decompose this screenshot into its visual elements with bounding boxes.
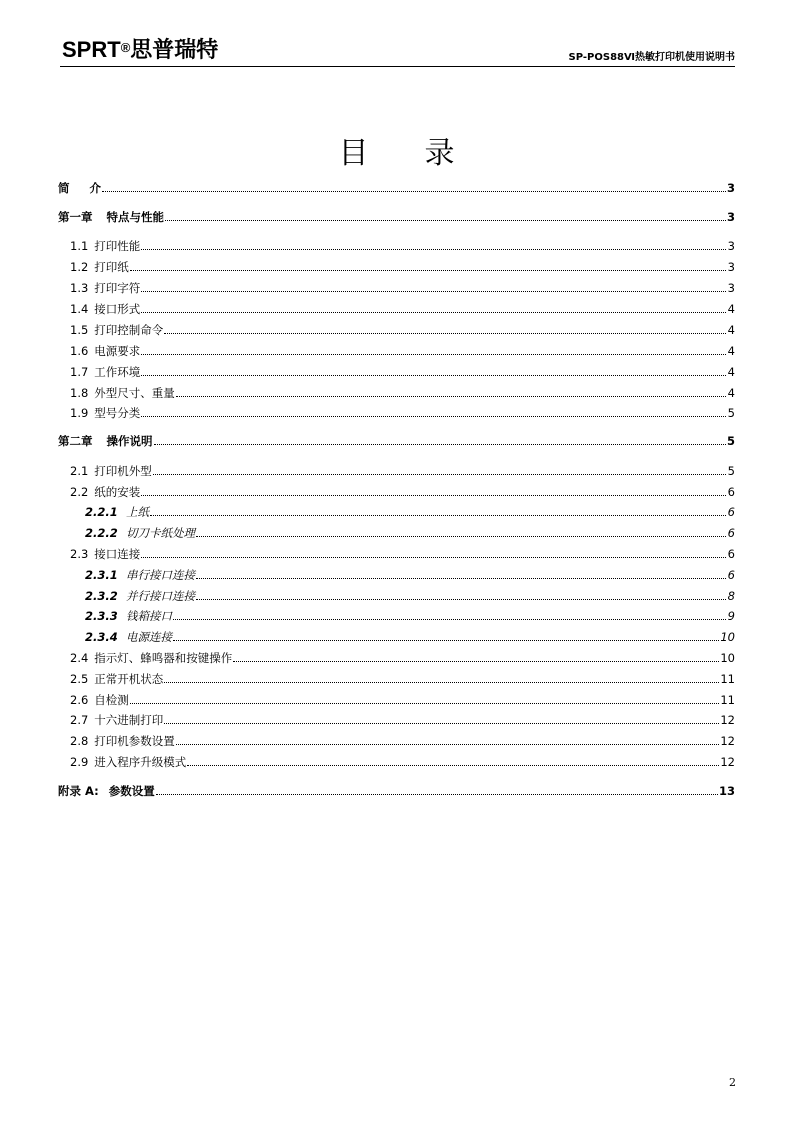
toc-leader-dots bbox=[141, 375, 726, 376]
toc-entry[interactable] bbox=[58, 257, 735, 275]
page-header bbox=[60, 36, 735, 67]
toc-entry-number: 2.4 bbox=[70, 651, 89, 665]
toc-entry-number: 1.9 bbox=[70, 406, 89, 420]
toc-entry[interactable] bbox=[58, 341, 735, 359]
toc-entry-number: 1.2 bbox=[70, 260, 89, 274]
toc-entry-title: 纸的安装 bbox=[94, 485, 141, 499]
toc-entry[interactable] bbox=[58, 207, 735, 225]
toc-entry-page: 5 bbox=[726, 434, 735, 448]
toc-leader-dots bbox=[141, 557, 726, 558]
toc-entry[interactable] bbox=[58, 669, 735, 687]
toc-leader-dots bbox=[102, 191, 726, 192]
toc-entry-page: 11 bbox=[720, 693, 735, 707]
toc-entry-title: 打印纸 bbox=[94, 260, 129, 274]
toc-entry-page: 3 bbox=[727, 281, 735, 295]
toc-entry-title: 打印机参数设置 bbox=[94, 734, 175, 748]
toc-entry-number: 2.2.2 bbox=[85, 526, 118, 540]
toc-leader-dots bbox=[141, 354, 726, 355]
toc-leader-dots bbox=[164, 682, 719, 683]
toc-entry-page: 13 bbox=[718, 784, 735, 798]
toc-entry-page: 10 bbox=[720, 630, 735, 644]
toc-leader-dots bbox=[153, 474, 726, 475]
toc-entry[interactable] bbox=[58, 236, 735, 254]
toc-entry-title: 上纸 bbox=[126, 505, 149, 519]
brand-logo bbox=[62, 36, 218, 64]
toc-entry-number: 简 bbox=[58, 181, 70, 195]
toc-entry-page: 5 bbox=[727, 406, 735, 420]
toc-entry[interactable] bbox=[58, 362, 735, 380]
toc-entry-page: 12 bbox=[720, 734, 735, 748]
toc-entry-number: 2.2 bbox=[70, 485, 89, 499]
toc-entry[interactable] bbox=[58, 544, 735, 562]
toc-entry-number: 2.8 bbox=[70, 734, 89, 748]
toc-entry-page: 6 bbox=[727, 505, 735, 519]
toc-entry-number: 第一章 bbox=[58, 210, 93, 224]
toc-entry-page: 4 bbox=[727, 365, 735, 379]
toc-entry-page: 11 bbox=[720, 672, 735, 686]
toc-entry-page: 12 bbox=[720, 713, 735, 727]
toc-entry[interactable] bbox=[58, 403, 735, 421]
toc-entry-title: 切刀卡纸处理 bbox=[126, 526, 195, 540]
toc-leader-dots bbox=[233, 661, 719, 662]
toc-entry[interactable] bbox=[58, 565, 735, 583]
toc-entry-title: 打印字符 bbox=[94, 281, 141, 295]
toc-entry-number: 1.6 bbox=[70, 344, 89, 358]
toc-entry-page: 12 bbox=[720, 755, 735, 769]
toc-entry-page: 8 bbox=[727, 589, 735, 603]
toc-entry-title: 接口形式 bbox=[94, 302, 141, 316]
toc-leader-dots bbox=[164, 723, 719, 724]
toc-entry-number: 2.2.1 bbox=[85, 505, 118, 519]
toc-entry-number: 1.7 bbox=[70, 365, 89, 379]
toc-entry-title: 打印性能 bbox=[94, 239, 141, 253]
toc-entry-page: 9 bbox=[727, 609, 735, 623]
page-number: 2 bbox=[729, 1076, 736, 1089]
toc-entry-number: 附录 A: bbox=[58, 784, 99, 798]
toc-entry-page: 3 bbox=[727, 260, 735, 274]
toc-entry-number: 2.3.3 bbox=[85, 609, 118, 623]
toc-entry-page: 5 bbox=[727, 464, 735, 478]
toc-entry-page: 6 bbox=[727, 568, 735, 582]
toc-leader-dots bbox=[154, 444, 726, 445]
toc-leader-dots bbox=[196, 578, 726, 579]
registered-mark: ® bbox=[120, 40, 131, 55]
toc-entry[interactable] bbox=[58, 731, 735, 749]
toc-leader-dots bbox=[130, 703, 720, 704]
toc-entry-title: 接口连接 bbox=[94, 547, 141, 561]
toc-entry[interactable] bbox=[58, 648, 735, 666]
toc-entry-number: 1.4 bbox=[70, 302, 89, 316]
toc-entry-page: 6 bbox=[727, 547, 735, 561]
toc-entry[interactable] bbox=[58, 178, 735, 196]
toc-entry-number: 2.5 bbox=[70, 672, 89, 686]
toc-entry-page: 4 bbox=[727, 344, 735, 358]
toc-entry-title: 电源连接 bbox=[126, 630, 172, 644]
toc-leader-dots bbox=[176, 396, 726, 397]
document-title: SP-POS88Ⅵ热敏打印机使用说明书 bbox=[568, 52, 735, 63]
toc-entry[interactable] bbox=[58, 752, 735, 770]
toc-entry[interactable] bbox=[58, 431, 735, 449]
toc-leader-dots bbox=[141, 249, 726, 250]
toc-entry[interactable] bbox=[58, 606, 735, 624]
toc-leader-dots bbox=[150, 515, 726, 516]
toc-leader-dots bbox=[141, 312, 726, 313]
toc-entry-title: 电源要求 bbox=[94, 344, 141, 358]
toc-entry-number: 2.6 bbox=[70, 693, 89, 707]
toc-entry[interactable] bbox=[58, 482, 735, 500]
toc-leader-dots bbox=[176, 744, 720, 745]
toc-entry-page: 4 bbox=[727, 302, 735, 316]
toc-entry[interactable] bbox=[58, 502, 735, 520]
toc-entry-title: 进入程序升级模式 bbox=[94, 755, 187, 769]
toc-entry-number: 2.7 bbox=[70, 713, 89, 727]
toc-entry[interactable] bbox=[58, 586, 735, 604]
toc-entry[interactable] bbox=[58, 383, 735, 401]
toc-entry[interactable] bbox=[58, 627, 735, 645]
toc-leader-dots bbox=[165, 220, 726, 221]
toc-entry[interactable] bbox=[58, 523, 735, 541]
brand-name-cn: 思普瑞特 bbox=[130, 37, 219, 62]
toc-entry-page: 3 bbox=[726, 181, 735, 195]
toc-entry-page: 6 bbox=[727, 526, 735, 540]
toc-entry-title: 操作说明 bbox=[106, 434, 153, 448]
toc-leader-dots bbox=[196, 599, 726, 600]
toc-entry[interactable] bbox=[58, 278, 735, 296]
toc-entry-title: 自检测 bbox=[94, 693, 129, 707]
toc-entry[interactable] bbox=[58, 781, 735, 799]
toc-entry-number: 2.3.2 bbox=[85, 589, 118, 603]
toc-entry-page: 3 bbox=[726, 210, 735, 224]
toc-entry-number: 2.9 bbox=[70, 755, 89, 769]
toc-entry-title: 参数设置 bbox=[108, 784, 155, 798]
toc-entry-title: 特点与性能 bbox=[106, 210, 164, 224]
toc-entry-title: 介 bbox=[89, 181, 101, 195]
toc-entry-title: 钱箱接口 bbox=[126, 609, 172, 623]
toc-entry-number: 1.1 bbox=[70, 239, 89, 253]
toc-entry[interactable] bbox=[58, 320, 735, 338]
toc-leader-dots bbox=[187, 765, 719, 766]
toc-entry-title: 打印控制命令 bbox=[94, 323, 164, 337]
toc-entry-title: 并行接口连接 bbox=[126, 589, 195, 603]
toc-entry[interactable] bbox=[58, 299, 735, 317]
toc-leader-dots bbox=[156, 794, 718, 795]
toc-leader-dots bbox=[130, 270, 726, 271]
toc-entry-number: 2.1 bbox=[70, 464, 89, 478]
toc-entry-title: 外型尺寸、重量 bbox=[94, 386, 175, 400]
toc-leader-dots bbox=[141, 495, 726, 496]
toc-entry-title: 打印机外型 bbox=[94, 464, 152, 478]
toc-leader-dots bbox=[173, 619, 726, 620]
toc-entry-page: 3 bbox=[727, 239, 735, 253]
toc-entry-number: 1.3 bbox=[70, 281, 89, 295]
toc-entry-title: 正常开机状态 bbox=[94, 672, 164, 686]
toc-entry-number: 1.5 bbox=[70, 323, 89, 337]
toc-entry-title: 串行接口连接 bbox=[126, 568, 195, 582]
toc-entry-number: 2.3 bbox=[70, 547, 89, 561]
toc-leader-dots bbox=[141, 291, 726, 292]
toc-leader-dots bbox=[164, 333, 726, 334]
toc-entry-title: 型号分类 bbox=[94, 406, 141, 420]
toc-entry-number: 2.3.4 bbox=[85, 630, 118, 644]
toc-title: 目录 bbox=[338, 136, 511, 171]
toc-entry-page: 4 bbox=[727, 323, 735, 337]
brand-name: SPRT bbox=[62, 37, 121, 62]
toc-entry[interactable] bbox=[58, 461, 735, 479]
toc-entry-number: 第二章 bbox=[58, 434, 93, 448]
toc-entry-number: 1.8 bbox=[70, 386, 89, 400]
toc-entry-page: 6 bbox=[727, 485, 735, 499]
toc-leader-dots bbox=[196, 536, 726, 537]
toc-entry[interactable] bbox=[58, 690, 735, 708]
toc-entry-title: 指示灯、蜂鸣器和按键操作 bbox=[94, 651, 233, 665]
toc-entry-page: 10 bbox=[720, 651, 735, 665]
toc-entry[interactable] bbox=[58, 710, 735, 728]
toc-leader-dots bbox=[141, 416, 726, 417]
toc-entry-page: 4 bbox=[727, 386, 735, 400]
toc-entry-title: 工作环境 bbox=[94, 365, 141, 379]
toc-entry-number: 2.3.1 bbox=[85, 568, 118, 582]
toc-entry-title: 十六进制打印 bbox=[94, 713, 164, 727]
toc-leader-dots bbox=[173, 640, 719, 641]
